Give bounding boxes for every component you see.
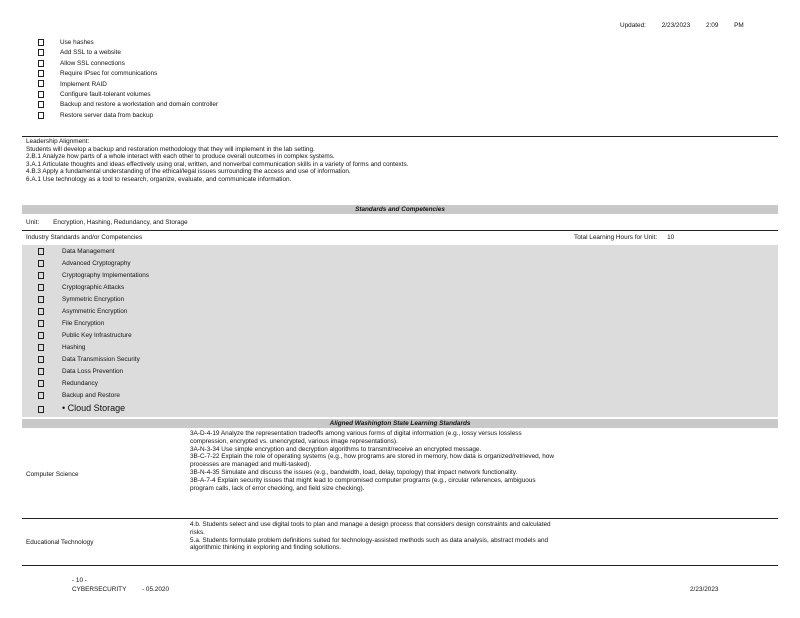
list-item: 4.b. Students select and use digital tools to plan and manage a design process that considers design constraints and calculated [190,521,551,528]
educational-technology-label: Educational Technology [26,539,94,546]
list-item: 2.B.1 Analyze how parts of a whole interact with each other to produce overall outcomes in complex systems. [26,153,335,161]
bullet-box-icon [38,368,44,375]
list-item: 4.B.3 Apply a fundamental understanding of the ethical/legal issues surrounding the access and use of information. [26,168,351,176]
list-item: processes are managed and multi-tasked). [190,461,312,469]
bullet-box-icon [38,101,44,108]
bullet-box-icon [38,392,44,399]
list-item: 5.a. Students formulate problem definitions suited for technology-assisted methods such as data analysis, abstract models and [190,536,549,544]
standards-bar: Standards and Competencies [22,205,778,214]
divider [22,565,778,566]
total-hours-value: 10 [667,234,675,241]
bullet-box-icon [38,112,44,119]
list-item: Hashing [38,342,149,354]
footer-date: 2/23/2023 [690,586,719,593]
list-item: 3B-N-4-35 Simulate and discuss the issues (e.g., bandwidth, load, delay, topology) that impact network functionality. [190,468,518,476]
divider [22,518,778,519]
list-item: program calls, lack of error checking, and field size checking). [190,484,365,492]
list-item: Cryptography Implementations [38,270,149,282]
bullet-box-icon [38,80,44,87]
aligned-standards-bar: Aligned Washington State Learning Standards [22,419,778,428]
bullet-box-icon [38,70,44,77]
list-item: algorithmic thinking in exploring and finding solutions. [190,544,341,552]
list-item: 6.A.1 Use technology as a tool to research, organize, evaluate, and communicate information. [26,175,292,183]
competencies-panel [22,245,778,417]
list-item: Data Loss Prevention [38,366,149,378]
updated-ampm: PM [734,22,744,29]
list-item: File Encryption [38,318,149,330]
bullet-box-icon [38,272,44,279]
list-item: Allow SSL connections [38,59,218,69]
divider [22,136,778,137]
leadership-alignment [26,138,408,184]
list-item: Data Management [38,246,149,258]
bullet-box-icon [38,260,44,267]
list-item: Data Transmission Security [38,354,149,366]
bullet-box-icon [38,344,44,351]
list-item: Asymmetric Encryption [38,306,149,318]
competency-list [38,246,149,414]
bullet-box-icon [38,91,44,98]
footer-version: - 05.2020 [142,586,170,593]
industry-label: Industry Standards and/or Competencies [26,234,143,241]
list-item: compression, encrypted vs. unencrypted, various image representations). [190,437,398,445]
list-item: Configure fault-tolerant volumes [38,90,218,100]
bullet-box-icon [38,296,44,303]
total-hours [574,234,674,241]
total-hours-label: Total Learning Hours for Unit: [574,234,658,241]
list-item: 3A-N-3-34 Use simple encryption and decryption algorithms to transmit/receive an encrypted message. [190,445,482,453]
list-item: risks. [190,528,205,536]
footer-course: CYBERSECURITY [72,586,127,593]
list-item: 3.A.1 Articulate thoughts and ideas effectively using oral, written, and nonverbal communication skills in a variety of forms and contexts. [26,160,409,168]
unit-value: Encryption, Hashing, Redundancy, and Storage [53,219,188,226]
computer-science-standards [190,430,554,492]
bullet-box-icon [38,60,44,67]
list-item: Backup and Restore [38,390,149,402]
list-item: Redundancy [38,378,149,390]
list-item: Use hashes [38,38,218,48]
list-item: Add SSL to a website [38,48,218,58]
list-item: 3B-A-7-4 Explain security issues that might lead to compromised computer programs (e.g., circular references, ambiguous [190,476,536,484]
updated-label: Updated: [620,22,646,29]
bullet-box-icon [38,380,44,387]
list-item: Public Key Infrastructure [38,330,149,342]
list-item: • Cloud Storage [38,402,149,414]
divider [22,230,778,231]
bullet-box-icon [38,320,44,327]
list-item: Require IPsec for communications [38,69,218,79]
bullet-box-icon [38,39,44,46]
leadership-intro: Students will develop a backup and restoration methodology that they will implement in the lab setting. [26,145,315,153]
list-item: Restore server data from backup [38,111,218,121]
updated-date: 2/23/2023 [661,22,691,29]
bullet-box-icon [38,248,44,255]
task-bullet-list [38,38,218,121]
list-item: 3B-C-7-22 Explain the role of operating systems (e.g., how programs are stored in memory, how data is organized/retrieved, how [190,453,554,461]
bullet-box-icon [38,308,44,315]
footer-page-number: - 10 - [72,577,87,584]
unit-label: Unit: [26,219,40,226]
bullet-box-icon [38,356,44,363]
educational-technology-standards [190,521,551,552]
list-item: 3A-D-4-19 Analyze the representation tradeoffs among various forms of digital information (e.g., lossy versus lossless [190,430,522,437]
bullet-box-icon [38,49,44,56]
unit-row [26,219,188,226]
updated-stamp [620,22,758,29]
list-item: Advanced Cryptography [38,258,149,270]
bullet-box-icon [38,406,44,413]
list-item: Implement RAID [38,80,218,90]
list-item: Cryptographic Attacks [38,282,149,294]
bullet-box-icon [38,332,44,339]
bullet-box-icon [38,284,44,291]
list-item: Backup and restore a workstation and domain controller [38,100,218,110]
leadership-heading: Leadership Alignment: [26,138,90,145]
computer-science-label: Computer Science [26,471,79,478]
list-item: Symmetric Encryption [38,294,149,306]
updated-time: 2:09 [705,22,719,29]
